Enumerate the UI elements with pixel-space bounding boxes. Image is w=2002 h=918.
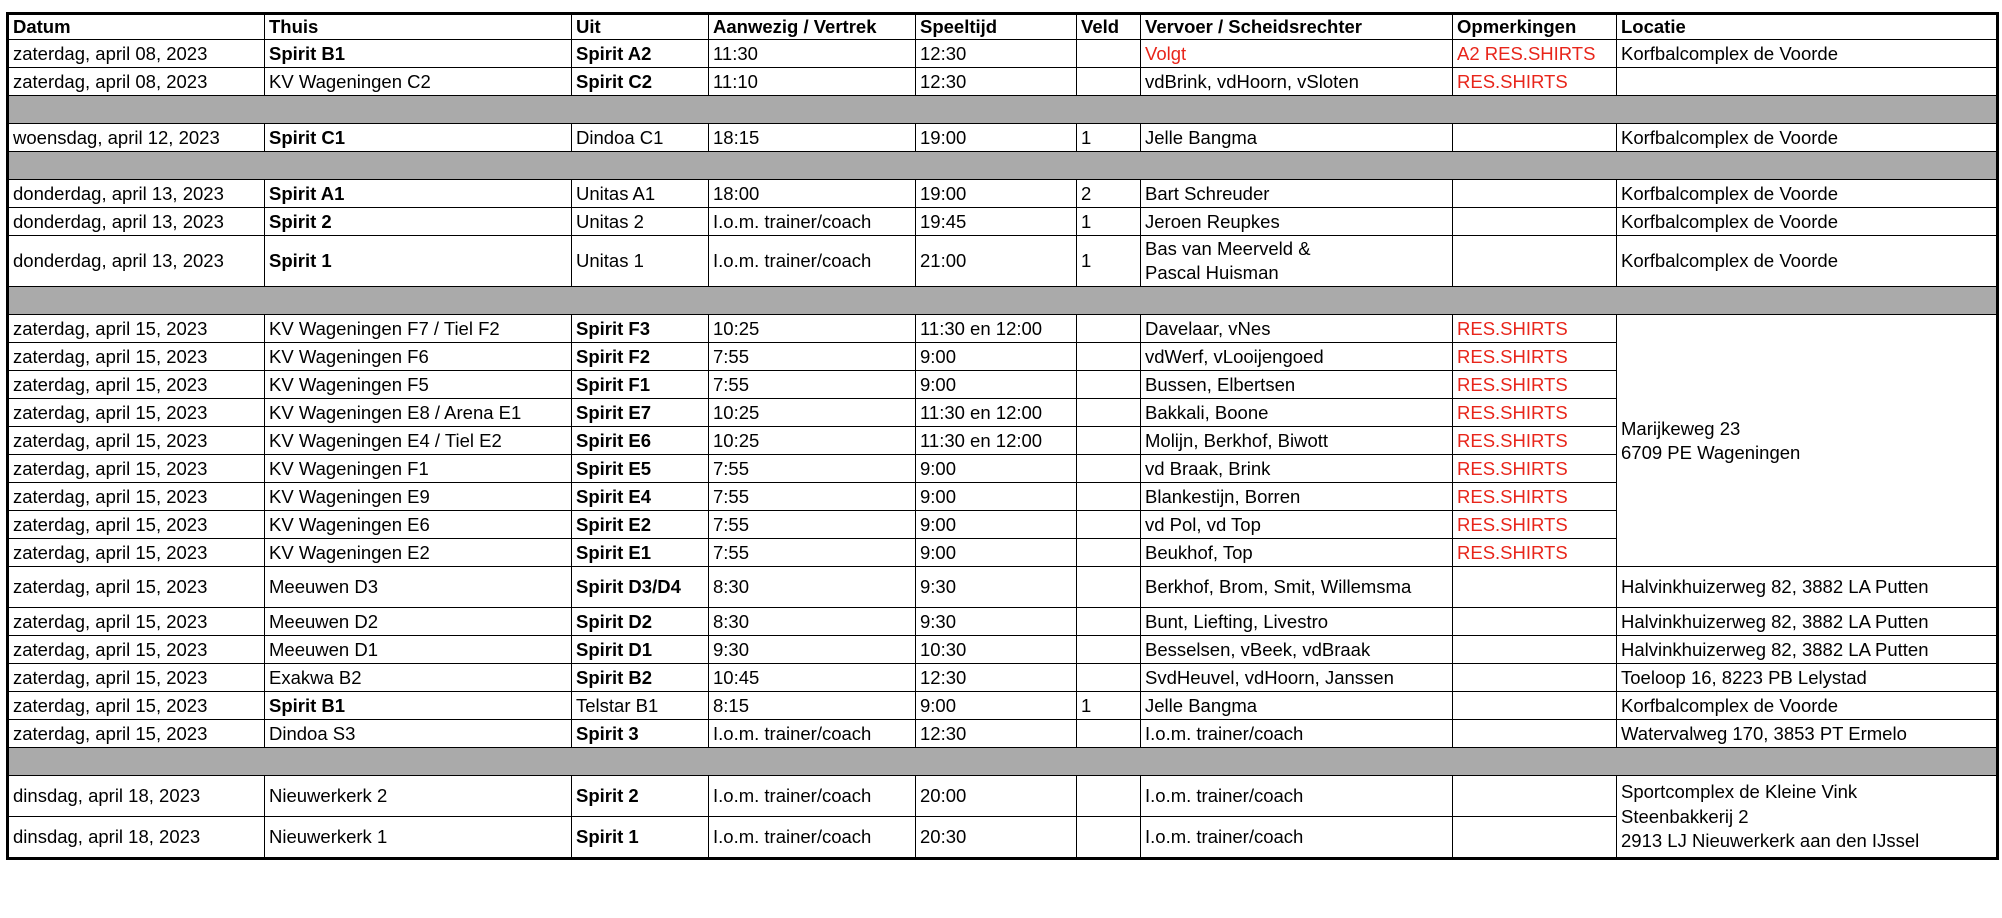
away-team-cell: Spirit D1 [572, 636, 709, 664]
remarks-cell: RES.SHIRTS [1453, 455, 1617, 483]
remarks-cell [1453, 720, 1617, 748]
play-time-cell: 9:30 [916, 608, 1077, 636]
arrival-cell: 7:55 [709, 455, 916, 483]
header-vervoer: Vervoer / Scheidsrechter [1141, 14, 1453, 40]
referee-cell: vdBrink, vdHoorn, vSloten [1141, 68, 1453, 96]
play-time-cell: 11:30 en 12:00 [916, 315, 1077, 343]
away-team-cell: Spirit F2 [572, 343, 709, 371]
play-time-cell: 9:00 [916, 455, 1077, 483]
header-row [8, 14, 1998, 40]
field-cell [1077, 664, 1141, 692]
referee-line: Bas van Meerveld & [1145, 238, 1311, 259]
away-team-cell: Unitas 2 [572, 208, 709, 236]
table-row [8, 236, 1998, 287]
table-row [8, 664, 1998, 692]
header-opmerkingen: Opmerkingen [1453, 14, 1617, 40]
remarks-cell [1453, 236, 1617, 287]
separator-cell [8, 748, 1998, 776]
referee-cell: Besselsen, vBeek, vdBraak [1141, 636, 1453, 664]
referee-cell: I.o.m. trainer/coach [1141, 776, 1453, 817]
remarks-cell: RES.SHIRTS [1453, 68, 1617, 96]
field-cell [1077, 776, 1141, 817]
address-line: Steenbakkerij 2 [1621, 805, 1749, 827]
referee-cell: Bussen, Elbertsen [1141, 371, 1453, 399]
field-cell [1077, 483, 1141, 511]
date-cell: zaterdag, april 15, 2023 [8, 511, 265, 539]
location-cell: Korfbalcomplex de Voorde [1617, 124, 1998, 152]
play-time-cell: 9:00 [916, 539, 1077, 567]
location-cell: Halvinkhuizerweg 82, 3882 LA Putten [1617, 608, 1998, 636]
table-row [8, 567, 1998, 608]
date-cell: zaterdag, april 15, 2023 [8, 720, 265, 748]
arrival-cell: 10:25 [709, 427, 916, 455]
away-team-cell: Spirit E7 [572, 399, 709, 427]
arrival-cell: I.o.m. trainer/coach [709, 817, 916, 859]
location-cell-wageningen [1617, 315, 1998, 567]
arrival-cell: 18:00 [709, 180, 916, 208]
date-cell: zaterdag, april 15, 2023 [8, 483, 265, 511]
arrival-cell: 18:15 [709, 124, 916, 152]
home-team-cell: KV Wageningen E6 [265, 511, 572, 539]
away-team-cell: Spirit E6 [572, 427, 709, 455]
play-time-cell: 9:00 [916, 483, 1077, 511]
date-cell: zaterdag, april 15, 2023 [8, 664, 265, 692]
date-cell: zaterdag, april 08, 2023 [8, 68, 265, 96]
home-team-cell: Spirit A1 [265, 180, 572, 208]
field-cell [1077, 427, 1141, 455]
field-cell [1077, 817, 1141, 859]
home-team-cell: KV Wageningen C2 [265, 68, 572, 96]
referee-cell: Blankestijn, Borren [1141, 483, 1453, 511]
header-veld: Veld [1077, 14, 1141, 40]
arrival-cell: 10:25 [709, 315, 916, 343]
separator-row [8, 748, 1998, 776]
arrival-cell: 7:55 [709, 483, 916, 511]
play-time-cell: 12:30 [916, 720, 1077, 748]
address-line: Sportcomplex de Kleine Vink [1621, 781, 1858, 803]
away-team-cell: Spirit F1 [572, 371, 709, 399]
home-team-cell: Meeuwen D1 [265, 636, 572, 664]
remarks-cell: RES.SHIRTS [1453, 315, 1617, 343]
date-cell: zaterdag, april 15, 2023 [8, 427, 265, 455]
away-team-cell: Spirit D3/D4 [572, 567, 709, 608]
separator-cell [8, 152, 1998, 180]
home-team-cell: Spirit B1 [265, 692, 572, 720]
field-cell [1077, 315, 1141, 343]
date-cell: zaterdag, april 15, 2023 [8, 539, 265, 567]
referee-cell: vdWerf, vLooijengoed [1141, 343, 1453, 371]
location-cell: Watervalweg 170, 3853 PT Ermelo [1617, 720, 1998, 748]
arrival-cell: 10:45 [709, 664, 916, 692]
arrival-cell: 11:10 [709, 68, 916, 96]
home-team-cell: Nieuwerkerk 1 [265, 817, 572, 859]
separator-row [8, 152, 1998, 180]
location-cell: Halvinkhuizerweg 82, 3882 LA Putten [1617, 636, 1998, 664]
header-aanwezig: Aanwezig / Vertrek [709, 14, 916, 40]
date-cell: zaterdag, april 08, 2023 [8, 40, 265, 68]
header-datum: Datum [8, 14, 265, 40]
remarks-cell [1453, 208, 1617, 236]
arrival-cell: 11:30 [709, 40, 916, 68]
play-time-cell: 11:30 en 12:00 [916, 427, 1077, 455]
table-row [8, 608, 1998, 636]
arrival-cell: 7:55 [709, 511, 916, 539]
remarks-cell [1453, 608, 1617, 636]
referee-cell: I.o.m. trainer/coach [1141, 720, 1453, 748]
arrival-cell: I.o.m. trainer/coach [709, 720, 916, 748]
field-cell: 1 [1077, 124, 1141, 152]
table-row [8, 315, 1998, 343]
remarks-cell: RES.SHIRTS [1453, 511, 1617, 539]
remarks-cell [1453, 664, 1617, 692]
home-team-cell: KV Wageningen E8 / Arena E1 [265, 399, 572, 427]
referee-cell: Volgt [1141, 40, 1453, 68]
date-cell: zaterdag, april 15, 2023 [8, 692, 265, 720]
home-team-cell: KV Wageningen F7 / Tiel F2 [265, 315, 572, 343]
away-team-cell: Spirit 2 [572, 776, 709, 817]
field-cell: 1 [1077, 692, 1141, 720]
remarks-cell: RES.SHIRTS [1453, 483, 1617, 511]
table-row [8, 692, 1998, 720]
location-cell-nieuwerkerk [1617, 776, 1998, 859]
referee-cell: Bakkali, Boone [1141, 399, 1453, 427]
remarks-cell: RES.SHIRTS [1453, 539, 1617, 567]
field-cell [1077, 539, 1141, 567]
header-thuis: Thuis [265, 14, 572, 40]
play-time-cell: 9:30 [916, 567, 1077, 608]
home-team-cell: KV Wageningen F1 [265, 455, 572, 483]
play-time-cell: 20:00 [916, 776, 1077, 817]
address-line: 6709 PE Wageningen [1621, 441, 1801, 463]
separator-row [8, 287, 1998, 315]
table-row [8, 40, 1998, 68]
away-team-cell: Spirit E4 [572, 483, 709, 511]
remarks-cell [1453, 817, 1617, 859]
remarks-cell [1453, 124, 1617, 152]
away-team-cell: Spirit D2 [572, 608, 709, 636]
remarks-cell: A2 RES.SHIRTS [1453, 40, 1617, 68]
header-locatie: Locatie [1617, 14, 1998, 40]
location-cell: Korfbalcomplex de Voorde [1617, 40, 1998, 68]
away-team-cell: Spirit 1 [572, 817, 709, 859]
referee-cell: Jelle Bangma [1141, 124, 1453, 152]
referee-cell: Bart Schreuder [1141, 180, 1453, 208]
play-time-cell: 21:00 [916, 236, 1077, 287]
table-row [8, 208, 1998, 236]
field-cell: 2 [1077, 180, 1141, 208]
header-speeltijd: Speeltijd [916, 14, 1077, 40]
play-time-cell: 19:45 [916, 208, 1077, 236]
away-team-cell: Spirit E1 [572, 539, 709, 567]
home-team-cell: Meeuwen D2 [265, 608, 572, 636]
table-row [8, 68, 1998, 96]
table-row [8, 124, 1998, 152]
play-time-cell: 12:30 [916, 664, 1077, 692]
arrival-cell: 7:55 [709, 371, 916, 399]
play-time-cell: 19:00 [916, 124, 1077, 152]
header-uit: Uit [572, 14, 709, 40]
away-team-cell: Dindoa C1 [572, 124, 709, 152]
away-team-cell: Spirit A2 [572, 40, 709, 68]
remarks-cell: RES.SHIRTS [1453, 427, 1617, 455]
field-cell [1077, 40, 1141, 68]
location-cell: Korfbalcomplex de Voorde [1617, 208, 1998, 236]
play-time-cell: 9:00 [916, 511, 1077, 539]
field-cell [1077, 636, 1141, 664]
arrival-cell: I.o.m. trainer/coach [709, 776, 916, 817]
field-cell [1077, 455, 1141, 483]
separator-cell [8, 287, 1998, 315]
field-cell [1077, 567, 1141, 608]
table-row [8, 776, 1998, 817]
date-cell: dinsdag, april 18, 2023 [8, 817, 265, 859]
date-cell: zaterdag, april 15, 2023 [8, 608, 265, 636]
date-cell: donderdag, april 13, 2023 [8, 180, 265, 208]
arrival-cell: 7:55 [709, 343, 916, 371]
referee-cell: vd Braak, Brink [1141, 455, 1453, 483]
table-row [8, 720, 1998, 748]
field-cell [1077, 720, 1141, 748]
play-time-cell: 12:30 [916, 40, 1077, 68]
referee-cell: Davelaar, vNes [1141, 315, 1453, 343]
referee-cell: vd Pol, vd Top [1141, 511, 1453, 539]
home-team-cell: Spirit C1 [265, 124, 572, 152]
home-team-cell: KV Wageningen E2 [265, 539, 572, 567]
arrival-cell: I.o.m. trainer/coach [709, 208, 916, 236]
location-cell: Korfbalcomplex de Voorde [1617, 180, 1998, 208]
home-team-cell: KV Wageningen E4 / Tiel E2 [265, 427, 572, 455]
referee-cell: Bunt, Liefting, Livestro [1141, 608, 1453, 636]
away-team-cell: Spirit E2 [572, 511, 709, 539]
arrival-cell: 7:55 [709, 539, 916, 567]
arrival-cell: I.o.m. trainer/coach [709, 236, 916, 287]
arrival-cell: 8:30 [709, 608, 916, 636]
date-cell: dinsdag, april 18, 2023 [8, 776, 265, 817]
referee-cell: Jelle Bangma [1141, 692, 1453, 720]
date-cell: zaterdag, april 15, 2023 [8, 567, 265, 608]
away-team-cell: Spirit F3 [572, 315, 709, 343]
field-cell: 1 [1077, 208, 1141, 236]
away-team-cell: Spirit 3 [572, 720, 709, 748]
field-cell [1077, 343, 1141, 371]
away-team-cell: Spirit B2 [572, 664, 709, 692]
date-cell: zaterdag, april 15, 2023 [8, 636, 265, 664]
away-team-cell: Unitas 1 [572, 236, 709, 287]
home-team-cell: Meeuwen D3 [265, 567, 572, 608]
location-cell [1617, 68, 1998, 96]
home-team-cell: Spirit 2 [265, 208, 572, 236]
location-cell: Korfbalcomplex de Voorde [1617, 236, 1998, 287]
arrival-cell: 9:30 [709, 636, 916, 664]
arrival-cell: 8:30 [709, 567, 916, 608]
location-cell: Korfbalcomplex de Voorde [1617, 692, 1998, 720]
field-cell [1077, 511, 1141, 539]
field-cell [1077, 68, 1141, 96]
away-team-cell: Telstar B1 [572, 692, 709, 720]
home-team-cell: Nieuwerkerk 2 [265, 776, 572, 817]
table-row [8, 180, 1998, 208]
field-cell [1077, 399, 1141, 427]
location-cell: Halvinkhuizerweg 82, 3882 LA Putten [1617, 567, 1998, 608]
referee-cell: SvdHeuvel, vdHoorn, Janssen [1141, 664, 1453, 692]
play-time-cell: 9:00 [916, 692, 1077, 720]
remarks-cell: RES.SHIRTS [1453, 399, 1617, 427]
home-team-cell: Spirit B1 [265, 40, 572, 68]
remarks-cell: RES.SHIRTS [1453, 343, 1617, 371]
address-line: Marijkeweg 23 [1621, 417, 1741, 439]
date-cell: zaterdag, april 15, 2023 [8, 315, 265, 343]
play-time-cell: 10:30 [916, 636, 1077, 664]
remarks-cell: RES.SHIRTS [1453, 371, 1617, 399]
date-cell: donderdag, april 13, 2023 [8, 236, 265, 287]
away-team-cell: Unitas A1 [572, 180, 709, 208]
referee-line: Pascal Huisman [1145, 262, 1279, 284]
remarks-cell [1453, 567, 1617, 608]
field-cell: 1 [1077, 236, 1141, 287]
referee-cell: Beukhof, Top [1141, 539, 1453, 567]
referee-cell: Molijn, Berkhof, Biwott [1141, 427, 1453, 455]
play-time-cell: 20:30 [916, 817, 1077, 859]
play-time-cell: 9:00 [916, 371, 1077, 399]
remarks-cell [1453, 692, 1617, 720]
referee-cell: Jeroen Reupkes [1141, 208, 1453, 236]
separator-row [8, 96, 1998, 124]
field-cell [1077, 608, 1141, 636]
referee-cell: I.o.m. trainer/coach [1141, 817, 1453, 859]
play-time-cell: 12:30 [916, 68, 1077, 96]
remarks-cell [1453, 776, 1617, 817]
home-team-cell: KV Wageningen F5 [265, 371, 572, 399]
separator-cell [8, 96, 1998, 124]
home-team-cell: Spirit 1 [265, 236, 572, 287]
match-schedule-table [6, 12, 1999, 860]
home-team-cell: Exakwa B2 [265, 664, 572, 692]
arrival-cell: 10:25 [709, 399, 916, 427]
table-row [8, 636, 1998, 664]
play-time-cell: 9:00 [916, 343, 1077, 371]
arrival-cell: 8:15 [709, 692, 916, 720]
home-team-cell: KV Wageningen F6 [265, 343, 572, 371]
play-time-cell: 19:00 [916, 180, 1077, 208]
away-team-cell: Spirit E5 [572, 455, 709, 483]
location-cell: Toeloop 16, 8223 PB Lelystad [1617, 664, 1998, 692]
referee-cell: Berkhof, Brom, Smit, Willemsma [1141, 567, 1453, 608]
remarks-cell [1453, 180, 1617, 208]
date-cell: donderdag, april 13, 2023 [8, 208, 265, 236]
home-team-cell: Dindoa S3 [265, 720, 572, 748]
date-cell: woensdag, april 12, 2023 [8, 124, 265, 152]
date-cell: zaterdag, april 15, 2023 [8, 371, 265, 399]
referee-cell [1141, 236, 1453, 287]
away-team-cell: Spirit C2 [572, 68, 709, 96]
play-time-cell: 11:30 en 12:00 [916, 399, 1077, 427]
address-line: 2913 LJ Nieuwerkerk aan den IJssel [1621, 829, 1920, 851]
date-cell: zaterdag, april 15, 2023 [8, 343, 265, 371]
date-cell: zaterdag, april 15, 2023 [8, 455, 265, 483]
date-cell: zaterdag, april 15, 2023 [8, 399, 265, 427]
remarks-cell [1453, 636, 1617, 664]
home-team-cell: KV Wageningen E9 [265, 483, 572, 511]
field-cell [1077, 371, 1141, 399]
